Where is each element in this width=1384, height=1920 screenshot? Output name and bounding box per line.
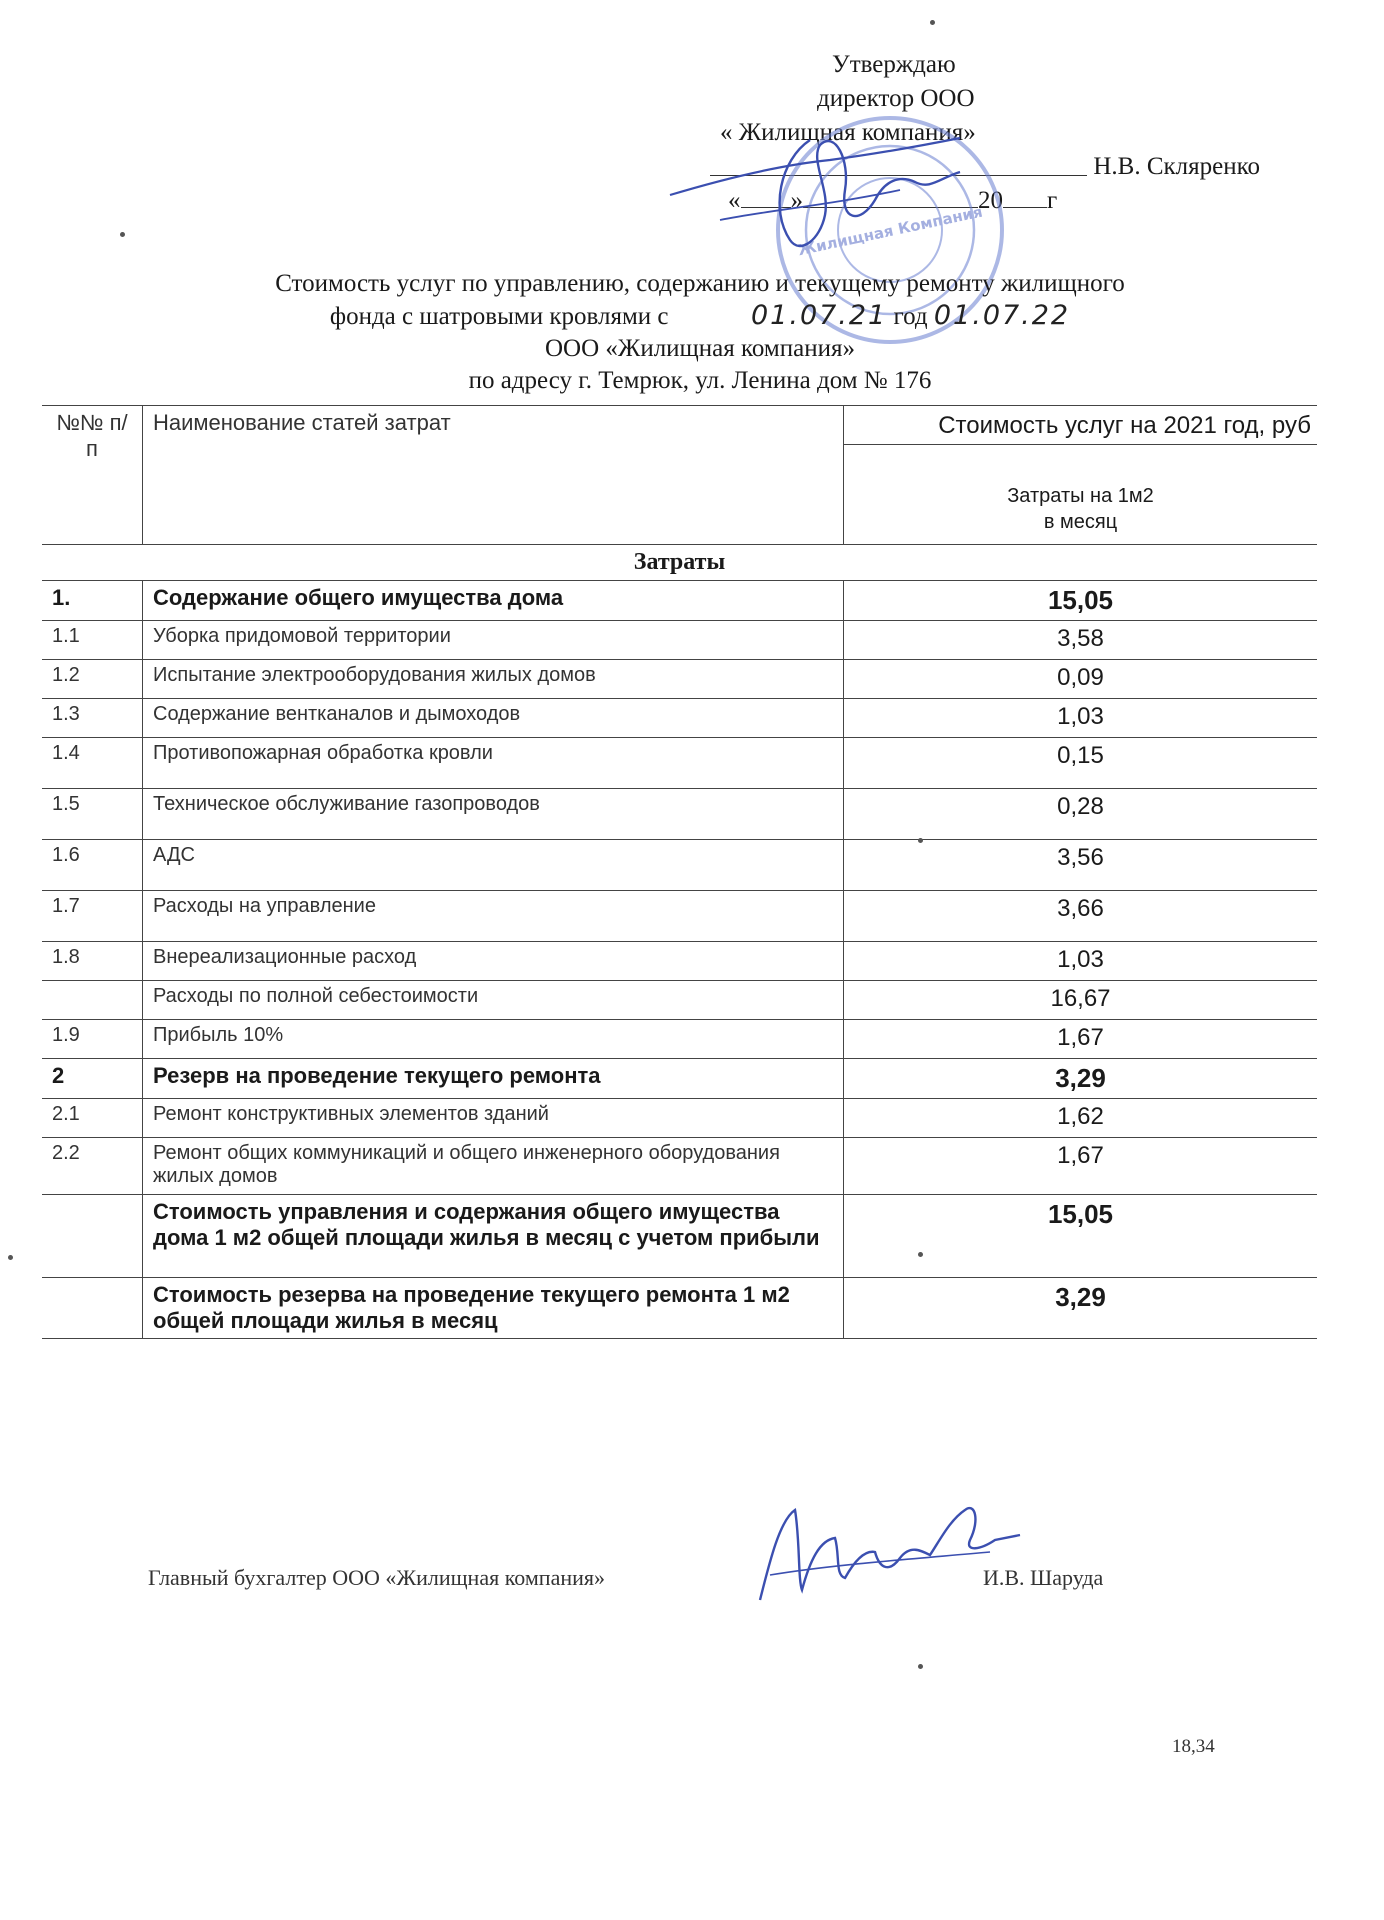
row-val: 1,67	[844, 1020, 1318, 1059]
approval-line2: директор ООО	[817, 85, 975, 112]
row-name: Внереализационные расход	[143, 942, 844, 981]
row-val: 3,66	[844, 891, 1318, 942]
row-name: Содержание общего имущества дома	[143, 581, 844, 621]
row-val: 3,56	[844, 840, 1318, 891]
row-num: 2.1	[42, 1099, 143, 1138]
row-val: 15,05	[844, 581, 1318, 621]
page-number: 18,34	[1172, 1736, 1215, 1757]
row-val: 1,67	[844, 1138, 1318, 1195]
row-name: Резерв на проведение текущего ремонта	[143, 1059, 844, 1099]
table-header-row	[42, 406, 1317, 545]
row-name: Ремонт конструктивных элементов зданий	[143, 1099, 844, 1138]
row-name: Расходы по полной себестоимости	[143, 981, 844, 1020]
table-row	[42, 660, 1317, 699]
approval-line1: Утверждаю	[832, 51, 956, 78]
title-line2-year: год	[893, 303, 928, 330]
title-line4: по адресу г. Темрюк, ул. Ленина дом № 176	[468, 367, 932, 394]
row-val: 0,09	[844, 660, 1318, 699]
row-name: Стоимость управления и содержания общего имущества дома 1 м2 общей площади жилья в месяц с учетом прибыли	[143, 1195, 844, 1278]
date-close-quote: »	[790, 187, 803, 214]
row-name: Стоимость резерва на проведение текущего ремонта 1 м2 общей площади жилья в месяц	[143, 1278, 844, 1339]
row-name: Уборка придомовой территории	[143, 621, 844, 660]
table-row	[42, 699, 1317, 738]
row-num	[42, 981, 143, 1020]
row-val: 1,03	[844, 942, 1318, 981]
director-signature	[660, 120, 990, 260]
row-num: 1.6	[42, 840, 143, 891]
title-line3: ООО «Жилищная компания»	[545, 335, 855, 362]
footer-position: Главный бухгалтер ООО «Жилищная компания»	[148, 1565, 605, 1590]
table-row	[42, 789, 1317, 840]
row-val: 3,29	[844, 1059, 1318, 1099]
table-row	[42, 581, 1317, 621]
table-row	[42, 1059, 1317, 1099]
header-cost-title: Стоимость услуг на 2021 год, руб	[844, 406, 1317, 445]
table-row	[42, 981, 1317, 1020]
row-name: Техническое обслуживание газопроводов	[143, 789, 844, 840]
footer-name: И.В. Шаруда	[983, 1565, 1104, 1590]
row-name: АДС	[143, 840, 844, 891]
approval-line3: « Жилищная компания»	[720, 119, 976, 146]
handwritten-date-to: 01.07.22	[933, 300, 1071, 331]
table-row	[42, 1138, 1317, 1195]
row-val: 15,05	[844, 1195, 1318, 1278]
header-cost	[844, 406, 1318, 545]
header-cost-sub	[844, 483, 1317, 535]
row-val: 3,58	[844, 621, 1318, 660]
row-val: 1,62	[844, 1099, 1318, 1138]
table-row	[42, 942, 1317, 981]
row-name: Прибыль 10%	[143, 1020, 844, 1059]
table-row	[42, 840, 1317, 891]
row-num: 1.9	[42, 1020, 143, 1059]
scan-speck	[8, 1255, 13, 1260]
scan-speck	[930, 20, 935, 25]
row-val: 16,67	[844, 981, 1318, 1020]
section-label: Затраты	[42, 545, 1317, 581]
table-row	[42, 621, 1317, 660]
title-line1: Стоимость услуг по управлению, содержанию и текущему ремонту жилищного	[275, 270, 1125, 297]
table-row	[42, 891, 1317, 942]
row-val: 0,15	[844, 738, 1318, 789]
header-name: Наименование статей затрат	[143, 406, 844, 545]
row-num	[42, 1195, 143, 1278]
cost-table	[42, 405, 1317, 1339]
row-name: Противопожарная обработка кровли	[143, 738, 844, 789]
row-num: 1.3	[42, 699, 143, 738]
table-row	[42, 1099, 1317, 1138]
table-row	[42, 1195, 1317, 1278]
header-per-month: в месяц	[1043, 511, 1118, 533]
row-val: 1,03	[844, 699, 1318, 738]
row-name: Расходы на управление	[143, 891, 844, 942]
section-row	[42, 545, 1317, 581]
row-name: Ремонт общих коммуникаций и общего инженерного оборудования жилых домов	[143, 1138, 844, 1195]
row-val: 3,29	[844, 1278, 1318, 1339]
row-num: 1.8	[42, 942, 143, 981]
date-year: 20	[978, 187, 1003, 214]
row-num: 1.2	[42, 660, 143, 699]
row-name: Испытание электрооборудования жилых домов	[143, 660, 844, 699]
row-val: 0,28	[844, 789, 1318, 840]
scan-speck	[120, 232, 125, 237]
title-line2-start: фонда с шатровыми кровлями с	[329, 303, 669, 330]
scan-speck	[918, 1664, 923, 1669]
date-suffix: г	[1047, 187, 1058, 214]
table-row	[42, 1020, 1317, 1059]
svg-text:Жилищная Компания: Жилищная Компания	[796, 202, 985, 260]
scan-speck	[918, 1252, 923, 1257]
row-name: Содержание вентканалов и дымоходов	[143, 699, 844, 738]
header-num: №№ п/п	[42, 406, 143, 545]
scan-speck	[918, 838, 923, 843]
document-title	[80, 268, 1320, 397]
row-num: 2	[42, 1059, 143, 1099]
row-num: 1.7	[42, 891, 143, 942]
title-line2	[80, 300, 1320, 333]
approval-signer: Н.В. Скляренко	[1093, 153, 1260, 180]
header-per-m2: Затраты на 1м2	[1007, 485, 1154, 507]
table-row	[42, 738, 1317, 789]
row-num: 1.4	[42, 738, 143, 789]
row-num: 1.	[42, 581, 143, 621]
row-num: 1.1	[42, 621, 143, 660]
accountant-signature	[740, 1480, 1030, 1610]
row-num: 1.5	[42, 789, 143, 840]
table-row	[42, 1278, 1317, 1339]
row-num: 2.2	[42, 1138, 143, 1195]
date-open-quote: «	[728, 187, 741, 214]
row-num	[42, 1278, 143, 1339]
handwritten-date-from: 01.07.21	[751, 300, 888, 331]
